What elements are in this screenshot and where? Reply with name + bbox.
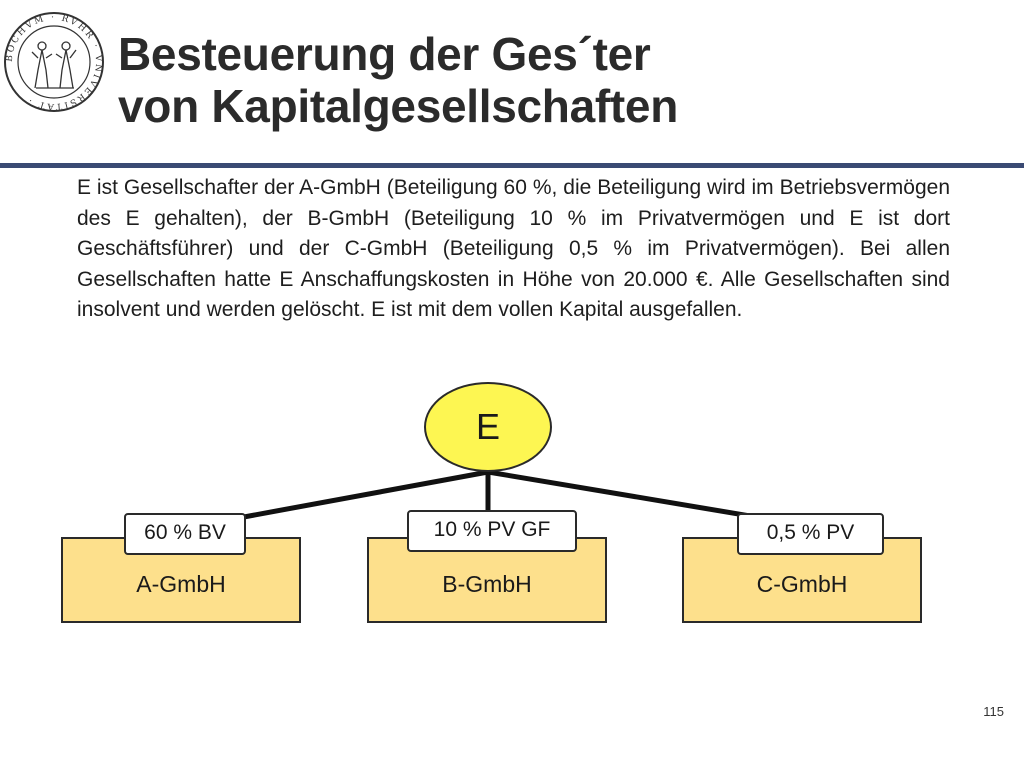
case-description: E ist Gesellschafter der A-GmbH (Beteiligung 60 %, die Beteiligung wird im Betriebsvermögen des E gehalten), der B-GmbH (Beteiligung 10 % im Privatvermögen und E ist dort Geschäftsführer) und der C-GmbH (Beteiligung 0,5 % im Privatvermögen). Bei allen Gesellschaften hatte E Anschaffungskosten in Höhe von 20.000 €. Alle Gesellschaften sind insolvent und werden gelöscht. E ist mit dem vollen Kapital ausgefallen. [77, 176, 950, 321]
company-box-b: B-GmbH [367, 537, 607, 623]
company-box-c: C-GmbH [682, 537, 922, 623]
stake-label-a: 60 % BV [124, 513, 246, 555]
shareholding-diagram [0, 370, 1024, 640]
company-box-a: A-GmbH [61, 537, 301, 623]
title-line-1: Besteuerung der Ges´ter [118, 28, 651, 80]
page-number: 115 [983, 704, 1004, 719]
shareholder-node-e: E [424, 382, 552, 472]
stake-label-b: 10 % PV GF [407, 510, 577, 552]
title-divider [0, 163, 1024, 168]
page-title [118, 28, 678, 132]
svg-text:BOCHVM · RVHR · VNIVERSITAT ·: BOCHVM · RVHR · VNIVERSITAT · [4, 12, 104, 112]
title-line-2: von Kapitalgesellschaften [118, 80, 678, 132]
university-seal-icon [2, 10, 106, 114]
stake-label-c: 0,5 % PV [737, 513, 884, 555]
